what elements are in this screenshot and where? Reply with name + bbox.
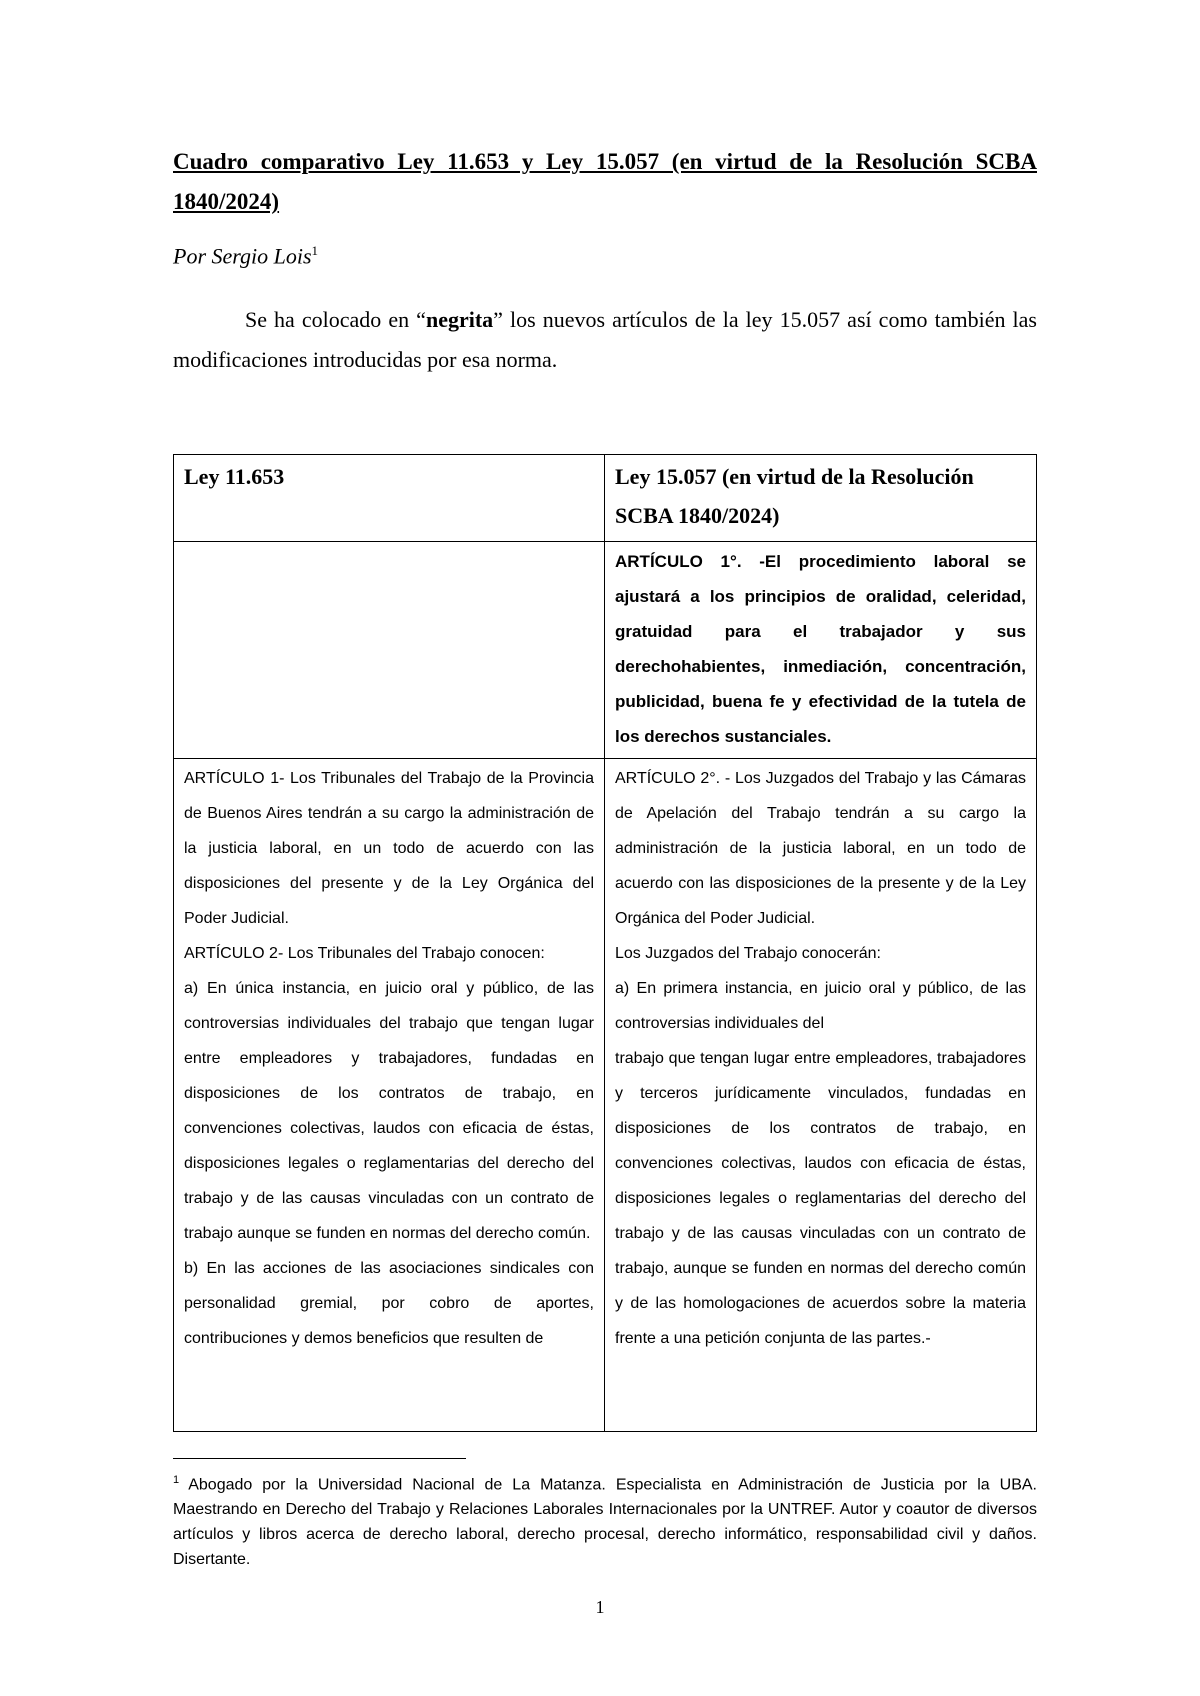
cell-left-articles	[174, 759, 605, 1432]
intro-bold: negrita	[425, 307, 494, 332]
intro-part2: ” los nuevos artículos de la ley 15.057 así como también las modificaciones introducidas por esa norma.	[173, 307, 1037, 372]
document-title: Cuadro comparativo Ley 11.653 y Ley 15.057 (en virtud de la Resolución SCBA 1840/2024)	[173, 149, 1037, 214]
right-paragraph: a) En primera instancia, en juicio oral y público, de las controversias individuales del	[615, 980, 1026, 1032]
header-ley-11653: Ley 11.653	[174, 455, 605, 542]
footnote	[173, 1468, 1037, 1572]
cell-right-articles	[605, 759, 1037, 1432]
page-number: 1	[595, 1597, 605, 1617]
left-paragraph: b) En las acciones de las asociaciones sindicales con personalidad gremial, por cobro de aportes, contribuciones y demos beneficios que resulten de	[184, 1260, 594, 1347]
right-paragraph: ARTÍCULO 2°. - Los Juzgados del Trabajo y las Cámaras de Apelación del Trabajo tendrán a su cargo la administración de la justicia laboral, en un todo de acuerdo con las disposiciones de la presente y de la Ley Orgánica del Poder Judicial.	[615, 770, 1026, 927]
left-paragraph: a) En única instancia, en juicio oral y público, de las controversias individuales del trabajo que tengan lugar entre empleadores y trabajadores, fundadas en disposiciones de los contratos de trabajo, en convenciones colectivas, laudos con eficacia de éstas, disposiciones legales o reglamentarias del derecho del trabajo y de las causas vinculadas con un contrato de trabajo aunque se funden en normas del derecho común.	[184, 980, 594, 1242]
left-paragraph: ARTÍCULO 1- Los Tribunales del Trabajo de la Provincia de Buenos Aires tendrán a su cargo la administración de la justicia laboral, en un todo de acuerdo con las disposiciones del presente y de la Ley Orgánica del Poder Judicial.	[184, 770, 594, 927]
table-header-row	[174, 455, 1037, 542]
footnote-number: 1	[173, 1474, 180, 1486]
footnote-text: Abogado por la Universidad Nacional de La Matanza. Especialista en Administración de Justicia por la UBA. Maestrando en Derecho del Trabajo y Relaciones Laborales Internacionales por la UNTREF. Autor y coautor de diversos artículos y libros acerca de derecho laboral, derecho procesal, derecho informático, responsabilidad civil y daños. Disertante.	[173, 1476, 1038, 1569]
table-row-article-1	[174, 542, 1037, 759]
author-name: Por Sergio Lois	[173, 243, 312, 269]
author-line	[173, 243, 318, 269]
cell-right-article-1: ARTÍCULO 1°. -El procedimiento laboral se ajustará a los principios de oralidad, celeridad, gratuidad para el trabajador y sus derechohabientes, inmediación, concentración, publicidad, buena fe y efectividad de la tutela de los derechos sustanciales.	[605, 542, 1037, 759]
left-paragraph: ARTÍCULO 2- Los Tribunales del Trabajo conocen:	[184, 945, 545, 962]
cell-left-empty	[174, 542, 605, 759]
comparison-table	[173, 454, 1037, 1432]
header-ley-15057: Ley 15.057 (en virtud de la Resolución SCBA 1840/2024)	[605, 455, 1037, 542]
table-row-article-2	[174, 759, 1037, 1432]
right-paragraph: trabajo que tengan lugar entre empleadores, trabajadores y terceros jurídicamente vinculados, fundadas en disposiciones de los contratos de trabajo, en convenciones colectivas, laudos con eficacia de éstas, disposiciones legales o reglamentarias del derecho del trabajo y de las causas vinculadas con un contrato de trabajo, aunque se funden en normas del derecho común y de las homologaciones de acuerdos sobre la materia frente a una petición conjunta de las partes.-	[615, 1050, 1026, 1347]
footnote-ref: 1	[311, 243, 319, 258]
footnote-separator	[173, 1458, 466, 1459]
intro-paragraph	[173, 300, 1037, 380]
intro-part1: Se ha colocado en “	[245, 307, 426, 332]
right-paragraph: Los Juzgados del Trabajo conocerán:	[615, 945, 881, 962]
